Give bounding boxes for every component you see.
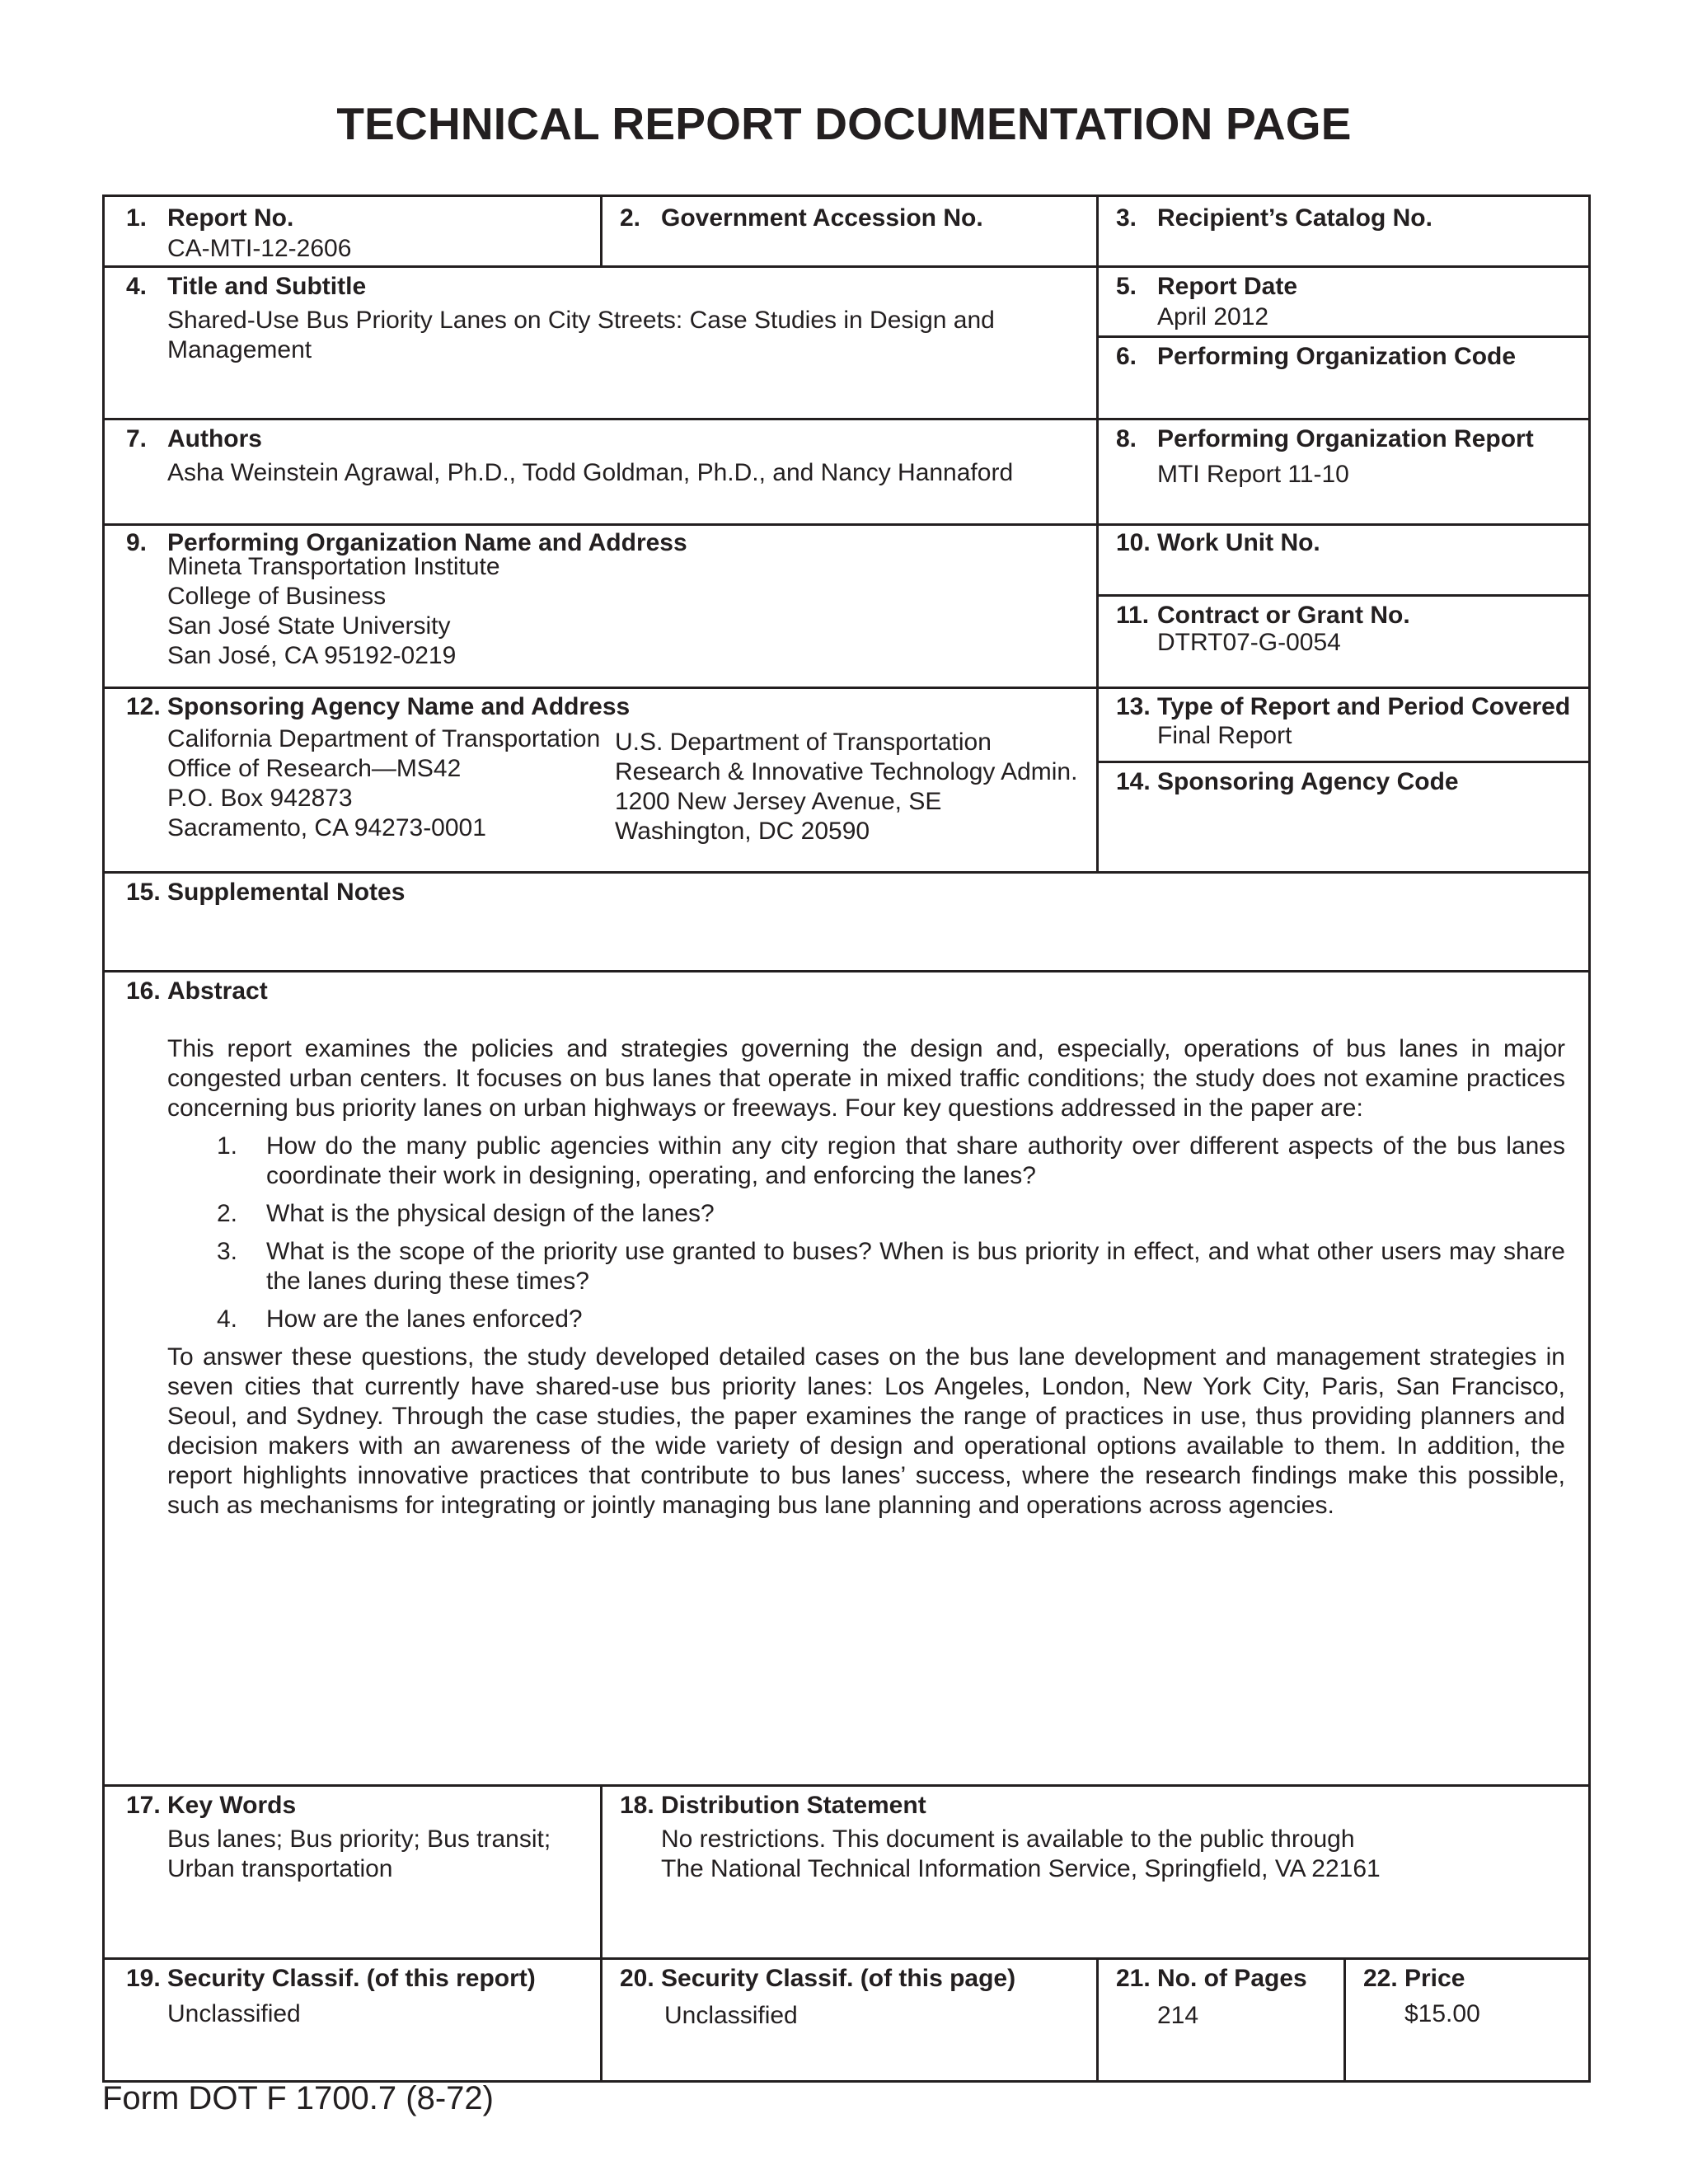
field-label: Sponsoring Agency Code <box>1157 768 1459 795</box>
field-value: Urban transportation <box>167 1855 393 1882</box>
field-contract-or-grant-no <box>1096 594 1588 687</box>
field-label: Recipient’s Catalog No. <box>1157 204 1432 232</box>
field-label: Security Classif. (of this page) <box>661 1965 1016 1992</box>
field-supplemental-notes <box>105 871 1588 970</box>
field-number: 4. <box>126 273 148 300</box>
field-value: Management <box>167 336 312 363</box>
field-label: Report No. <box>167 204 294 232</box>
list-text: How are the lanes enforced? <box>266 1305 583 1333</box>
field-label: Key Words <box>167 1792 297 1819</box>
field-number: 18. <box>620 1792 654 1819</box>
field-value: No restrictions. This document is available to the public through <box>661 1825 1355 1853</box>
field-sponsoring-agency-name-address <box>105 687 1096 871</box>
field-number: 7. <box>126 425 148 452</box>
page-title: TECHNICAL REPORT DOCUMENTATION PAGE <box>336 98 1352 149</box>
field-label: Price <box>1404 1965 1465 1992</box>
sponsor-address-line: Washington, DC 20590 <box>615 818 870 845</box>
field-number: 1. <box>126 204 148 232</box>
field-number: 6. <box>1116 343 1137 370</box>
abstract-questions <box>167 1132 1565 1334</box>
field-value: MTI Report 11-10 <box>1157 461 1349 488</box>
field-sponsoring-agency-code <box>1096 761 1588 871</box>
field-abstract <box>105 970 1588 1784</box>
sponsor-address-line: Office of Research—MS42 <box>167 755 462 782</box>
field-value: Unclassified <box>664 2002 798 2029</box>
field-number: 14. <box>1116 768 1151 795</box>
list-number: 3. <box>217 1238 238 1265</box>
field-label: Distribution Statement <box>661 1792 926 1819</box>
field-value: CA-MTI-12-2606 <box>167 235 352 262</box>
field-number: 9. <box>126 529 148 556</box>
abstract-conclusion: To answer these questions, the study developed detailed cases on the bus lane development and management strategies in seven cities that currently have shared-use bus priority lanes: Los Angeles, London, New York City, Paris, San Francisco, Seoul, and Sydney. Through the case studies, the paper examines the range of practices in use, thus providing planners and decision makers with an awareness of the wide variety of design and operational options available to them. In addition, the report highlights innovative practices that contribute to bus lanes’ success, where the research findings make this possible, such as mechanisms for integrating or jointly managing bus lane planning and operations across agencies. <box>167 1343 1565 1519</box>
field-value: Bus lanes; Bus priority; Bus transit; <box>167 1825 551 1853</box>
field-number: 19. <box>126 1965 161 1992</box>
field-number: 22. <box>1363 1965 1398 1992</box>
field-security-classif-page <box>600 1957 1096 2083</box>
field-label: Performing Organization Code <box>1157 343 1517 370</box>
form-identifier: Form DOT F 1700.7 (8-72) <box>102 2080 494 2116</box>
field-label: Authors <box>167 425 262 452</box>
field-label: Government Accession No. <box>661 204 983 232</box>
field-value: College of Business <box>167 583 387 610</box>
report-documentation-form <box>102 194 1591 2083</box>
list-item <box>167 1305 1565 1334</box>
sponsor-address-line: Research & Innovative Technology Admin. <box>615 758 1078 785</box>
field-title-and-subtitle <box>105 265 1096 418</box>
field-value: Shared-Use Bus Priority Lanes on City Streets: Case Studies in Design and <box>167 307 995 334</box>
field-number: 5. <box>1116 273 1137 300</box>
field-number: 2. <box>620 204 641 232</box>
field-security-classif-report <box>105 1957 600 2083</box>
sponsor-address-line: 1200 New Jersey Avenue, SE <box>615 788 942 815</box>
field-value: 214 <box>1157 2002 1199 2029</box>
field-no-of-pages <box>1096 1957 1343 2083</box>
field-label: Abstract <box>167 977 268 1005</box>
list-number: 4. <box>217 1305 238 1333</box>
field-number: 8. <box>1116 425 1137 452</box>
field-value: The National Technical Information Service, Springfield, VA 22161 <box>661 1855 1381 1882</box>
field-number: 11. <box>1116 602 1150 629</box>
field-number: 16. <box>126 977 161 1005</box>
field-value: Asha Weinstein Agrawal, Ph.D., Todd Goldman, Ph.D., and Nancy Hannaford <box>167 459 1014 486</box>
field-value: April 2012 <box>1157 303 1269 330</box>
field-government-accession-no <box>600 197 1096 265</box>
list-text: What is the physical design of the lanes? <box>266 1200 715 1227</box>
list-number: 2. <box>217 1200 238 1227</box>
field-number: 15. <box>126 879 161 906</box>
abstract-body <box>167 1034 1565 1521</box>
field-label: No. of Pages <box>1157 1965 1307 1992</box>
field-work-unit-no <box>1096 523 1588 594</box>
sponsor-address-line: Sacramento, CA 94273-0001 <box>167 814 486 841</box>
field-value: Unclassified <box>167 2000 301 2027</box>
field-performing-organization-name-address <box>105 523 1096 687</box>
field-label: Report Date <box>1157 273 1298 300</box>
field-label: Supplemental Notes <box>167 879 406 906</box>
field-performing-organization-code <box>1096 335 1588 418</box>
abstract-intro: This report examines the policies and strategies governing the design and, especially, operations of bus lanes in major congested urban centers. It focuses on bus lanes that operate in mixed traffic conditions; the study does not examine practices concerning bus priority lanes on urban highways or freeways. Four key questions addressed in the paper are: <box>167 1035 1565 1122</box>
sponsor-address-line: California Department of Transportation <box>167 725 601 752</box>
field-label: Sponsoring Agency Name and Address <box>167 693 631 720</box>
field-distribution-statement <box>600 1784 1588 1957</box>
field-price <box>1343 1957 1588 2083</box>
field-number: 13. <box>1116 693 1151 720</box>
list-text: What is the scope of the priority use granted to buses? When is bus priority in effect, and what other users may share the lanes during these times? <box>266 1238 1565 1295</box>
field-label: Title and Subtitle <box>167 273 367 300</box>
field-value: Final Report <box>1157 722 1292 749</box>
field-number: 21. <box>1116 1965 1151 1992</box>
sponsor-address-line: U.S. Department of Transportation <box>615 729 992 756</box>
field-value: $15.00 <box>1404 2000 1480 2027</box>
list-item <box>167 1199 1565 1229</box>
field-number: 12. <box>126 693 161 720</box>
field-label: Performing Organization Report <box>1157 425 1534 452</box>
field-performing-organization-report <box>1096 418 1588 523</box>
field-number: 10. <box>1116 529 1151 556</box>
field-label: Contract or Grant No. <box>1157 602 1410 629</box>
field-report-no <box>105 197 600 265</box>
field-report-date <box>1096 265 1588 335</box>
list-text: How do the many public agencies within any city region that share authority over different aspects of the bus lanes coordinate their work in designing, operating, and enforcing the lanes? <box>266 1132 1565 1189</box>
field-value: San José State University <box>167 612 451 640</box>
field-recipients-catalog-no <box>1096 197 1588 265</box>
field-number: 20. <box>620 1965 654 1992</box>
field-label: Security Classif. (of this report) <box>167 1965 536 1992</box>
field-label: Work Unit No. <box>1157 529 1320 556</box>
field-number: 3. <box>1116 204 1137 232</box>
field-number: 17. <box>126 1792 161 1819</box>
sponsor-address-line: P.O. Box 942873 <box>167 785 353 812</box>
field-key-words <box>105 1784 600 1957</box>
field-label: Type of Report and Period Covered <box>1157 693 1571 720</box>
list-item <box>167 1237 1565 1296</box>
field-type-of-report-period <box>1096 687 1588 761</box>
field-value: Mineta Transportation Institute <box>167 553 500 580</box>
field-label: Performing Organization Name and Address <box>167 529 687 556</box>
field-value: San José, CA 95192-0219 <box>167 642 457 669</box>
list-item <box>167 1132 1565 1191</box>
field-value: DTRT07-G-0054 <box>1157 629 1341 656</box>
field-authors <box>105 418 1096 523</box>
list-number: 1. <box>217 1132 238 1160</box>
